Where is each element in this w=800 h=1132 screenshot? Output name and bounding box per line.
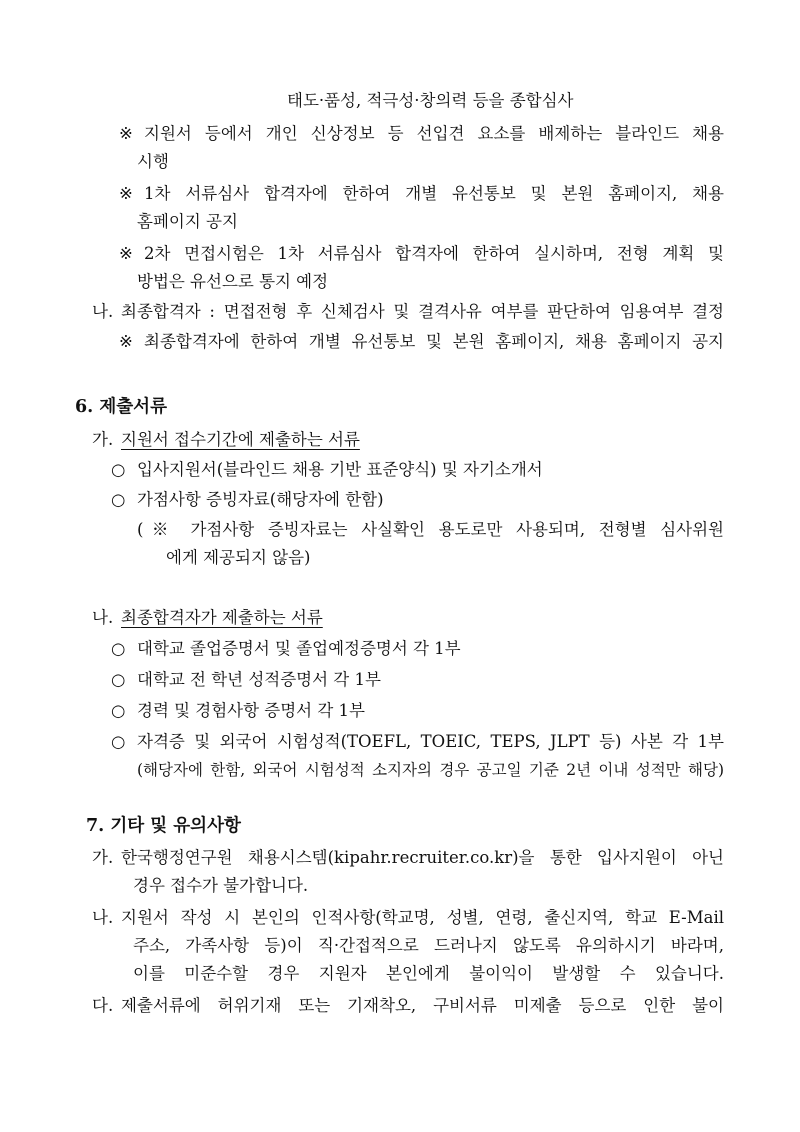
item-mark: 가. (92, 848, 114, 867)
note-line: 1차 서류심사 합격자에 한하여 개별 유선통보 및 본원 홈페이지, 채용 (144, 184, 724, 203)
section-heading: 6. 제출서류 (75, 397, 167, 417)
note-line: (해당자에 한함, 외국어 시험성적 소지자의 경우 공고일 기준 2년 이내 성적만 해당) (137, 761, 724, 779)
item-mark: 나. (92, 908, 114, 927)
item-line: 주소, 가족사항 등)이 직·간접적으로 드러나지 않도록 유의하시기 바라며, (133, 936, 724, 955)
bullet-circle: ○ (111, 460, 126, 479)
note-line: 시행 (137, 152, 169, 171)
note-mark: ※ (119, 244, 133, 263)
final-mark: 나. (92, 302, 114, 321)
bullet-circle: ○ (111, 732, 126, 751)
bullet-circle: ○ (111, 490, 126, 509)
item-line: 제출서류에 허위기재 또는 기재착오, 구비서류 미제출 등으로 인한 불이 (121, 996, 724, 1015)
list-item: 가점사항 증빙자료(해당자에 한함) (137, 490, 384, 509)
note-line: 2차 면접시험은 1차 서류심사 합격자에 한하여 실시하며, 전형 계획 및 (144, 244, 724, 263)
list-item: 대학교 졸업증명서 및 졸업예정증명서 각 1부 (137, 639, 461, 658)
item-line: 경우 접수가 불가합니다. (133, 876, 309, 895)
item-line: 이를 미준수할 경우 지원자 본인에게 불이익이 발생할 수 있습니다. (133, 964, 724, 983)
list-item: 대학교 전 학년 성적증명서 각 1부 (137, 670, 381, 689)
note-mark: ※ (119, 184, 133, 203)
subsection-mark: 나. (92, 608, 114, 627)
note-line: 지원서 등에서 개인 신상정보 등 선입견 요소를 배제하는 블라인드 채용 (144, 124, 724, 143)
list-item: 입사지원서(블라인드 채용 기반 표준양식) 및 자기소개서 (137, 460, 543, 479)
list-item: 자격증 및 외국어 시험성적(TOEFL, TOEIC, TEPS, JLPT 등) 사본 각 1부 (137, 732, 724, 751)
note-line: 홈페이지 공지 (137, 212, 238, 231)
continuation-line: 태도·품성, 적극성·창의력 등을 종합심사 (287, 91, 574, 110)
item-line: 한국행정연구원 채용시스템(kipahr.recruiter.co.kr)을 통한 입사지원이 아닌 (121, 848, 724, 867)
bullet-circle: ○ (111, 639, 126, 658)
note-line: (※ 가점사항 증빙자료는 사실확인 용도로만 사용되며, 전형별 심사위원 (137, 520, 724, 539)
note-line: 방법은 유선으로 통지 예정 (137, 272, 329, 291)
bullet-circle: ○ (111, 701, 126, 720)
note-line: 최종합격자에 한하여 개별 유선통보 및 본원 홈페이지, 채용 홈페이지 공지 (144, 332, 724, 351)
note-mark: ※ (119, 332, 133, 351)
subsection-title: 지원서 접수기간에 제출하는 서류 (121, 430, 360, 449)
section-heading: 7. 기타 및 유의사항 (86, 816, 241, 836)
note-mark: ※ (119, 124, 133, 143)
bullet-circle: ○ (111, 670, 126, 689)
item-line: 지원서 작성 시 본인의 인적사항(학교명, 성별, 연령, 출신지역, 학교 E-Mail (121, 908, 724, 927)
item-mark: 다. (92, 996, 114, 1015)
list-item: 경력 및 경험사항 증명서 각 1부 (137, 701, 365, 720)
subsection-mark: 가. (92, 430, 114, 449)
subsection-title: 최종합격자가 제출하는 서류 (121, 608, 323, 627)
final-line: 최종합격자 : 면접전형 후 신체검사 및 결격사유 여부를 판단하여 임용여부 결정 (121, 302, 724, 321)
note-line: 에게 제공되지 않음) (166, 548, 311, 567)
